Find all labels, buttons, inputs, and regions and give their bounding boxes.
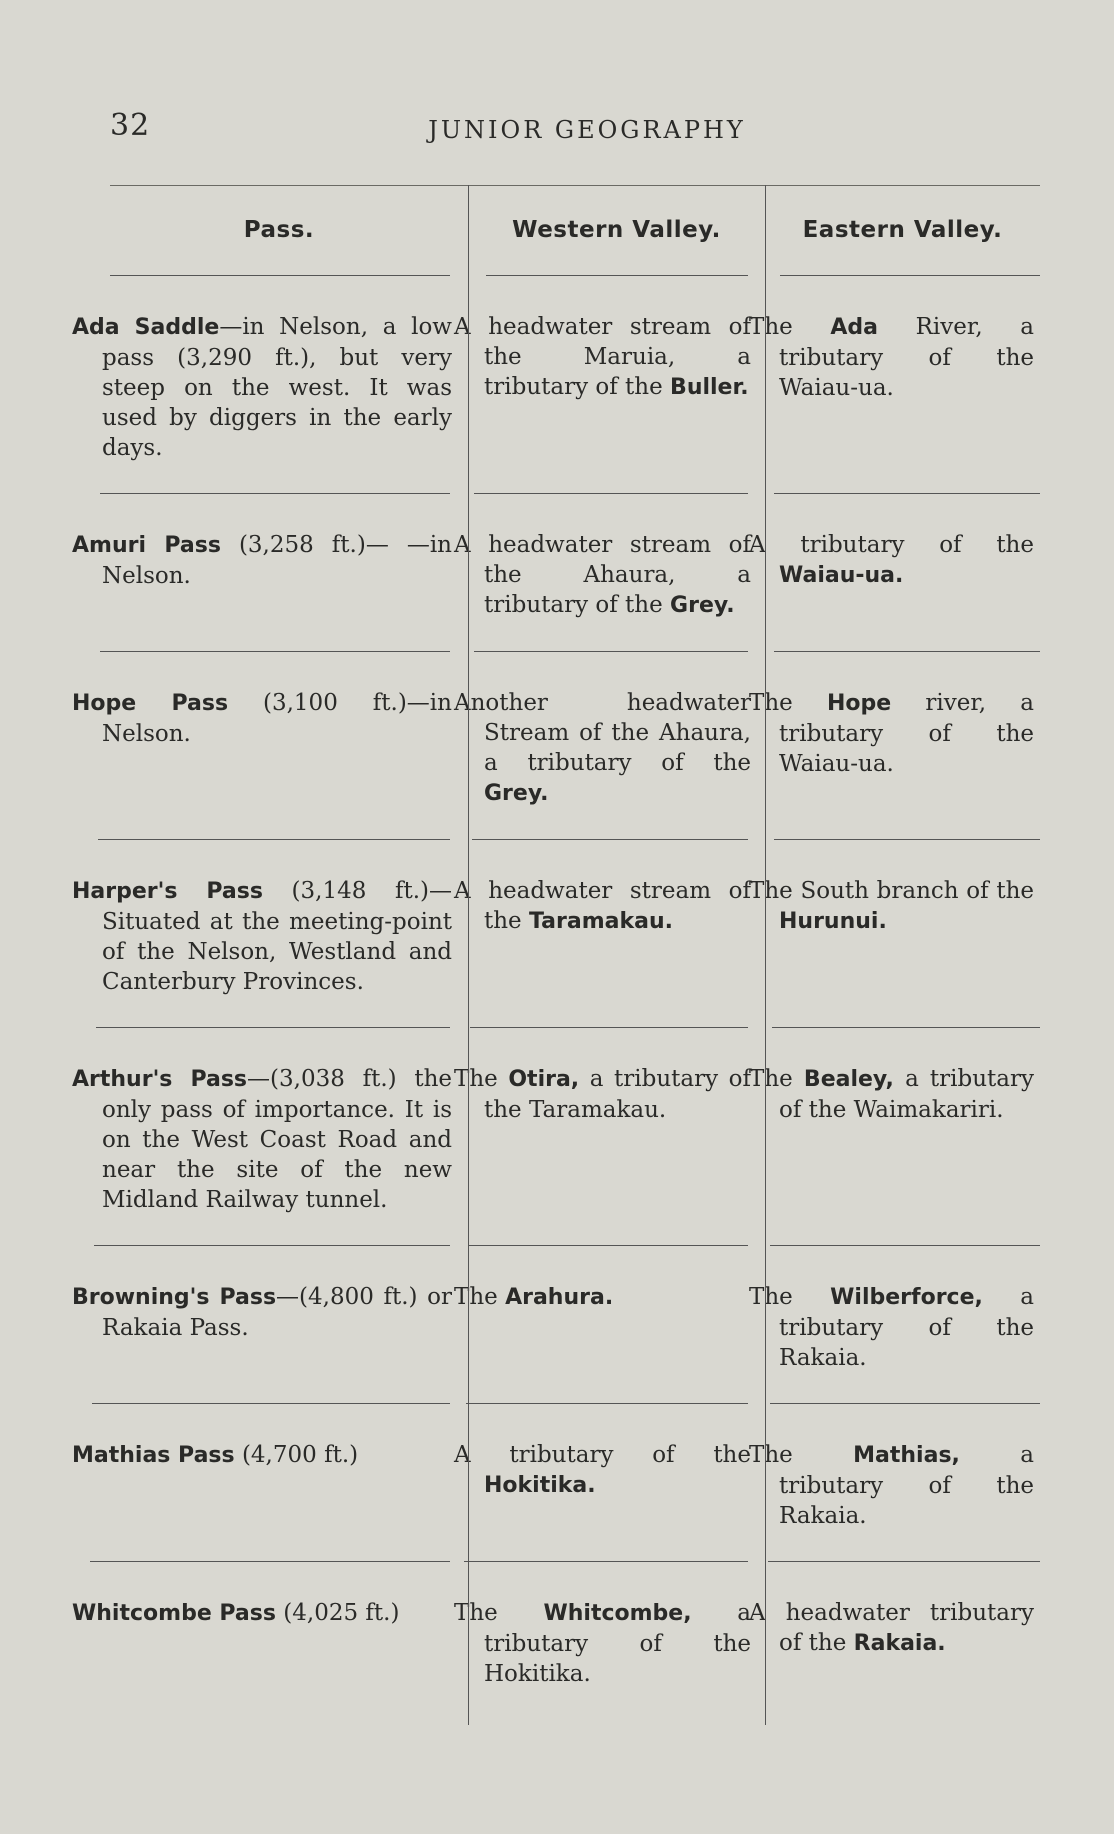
eastern-valley-cell	[749, 840, 1040, 1027]
column-header-pass: Pass.	[243, 217, 315, 243]
western-text: The	[454, 1600, 544, 1626]
table-row	[72, 1028, 1040, 1245]
passes-table	[72, 185, 1040, 1719]
pass-detail: (4,700 ft.)	[234, 1442, 359, 1468]
column-divider	[468, 185, 469, 1725]
table-row	[72, 840, 1040, 1027]
pass-detail: (3,100 ft.)—in Nelson.	[102, 690, 452, 747]
column-header-eastern-valley: Eastern Valley.	[802, 217, 1003, 243]
pass-detail: (4,025 ft.)	[275, 1600, 400, 1626]
pass-cell	[72, 1028, 468, 1245]
pass-cell	[72, 652, 468, 839]
eastern-river: Rakaia.	[853, 1631, 946, 1656]
western-valley-cell	[454, 1028, 765, 1245]
western-valley-cell	[454, 1562, 765, 1719]
pass-name: Ada Saddle	[72, 315, 220, 340]
pass-cell	[72, 1562, 468, 1719]
row-separator	[90, 1027, 1040, 1028]
pass-name: Harper's Pass	[72, 879, 263, 904]
pass-name: Arthur's Pass	[72, 1067, 248, 1092]
eastern-valley-cell	[749, 1404, 1040, 1561]
eastern-text-tail: a tributary of the Rakaia.	[779, 1284, 1034, 1371]
pass-detail: —(3,038 ft.) the only pass of importance. It is on the West Coast Road and near the site of the new Midland Railway tunnel.	[102, 1066, 452, 1213]
eastern-river: Wilberforce,	[830, 1285, 983, 1310]
eastern-text-tail: a tributary of the Rakaia.	[779, 1442, 1034, 1529]
eastern-text: The	[749, 314, 831, 340]
pass-name: Mathias Pass	[72, 1443, 235, 1468]
eastern-text-tail: River, a tributary of the Waiau-ua.	[779, 314, 1034, 401]
row-separator	[90, 1403, 1040, 1404]
row-separator	[90, 493, 1040, 494]
pass-name: Amuri Pass	[72, 533, 221, 558]
pass-detail: (3,148 ft.)— Situated at the meeting-point of the Nelson, Westland and Canterbury Provinces.	[102, 878, 452, 995]
western-text: The	[454, 1284, 506, 1310]
eastern-valley-cell	[749, 1246, 1040, 1403]
eastern-valley-cell	[749, 1562, 1040, 1719]
eastern-river: Bealey,	[803, 1067, 894, 1092]
page-number: 32	[110, 108, 151, 143]
eastern-text: The	[749, 690, 827, 716]
western-text: The	[454, 1066, 509, 1092]
table-row	[72, 276, 1040, 493]
running-title: JUNIOR GEOGRAPHY	[428, 116, 746, 144]
eastern-river: Waiau-ua.	[779, 563, 904, 588]
western-valley-cell	[454, 276, 765, 493]
western-valley-cell	[454, 1246, 765, 1403]
pass-cell	[72, 1246, 468, 1403]
pass-name: Whitcombe Pass	[72, 1601, 276, 1626]
western-river: Grey.	[484, 781, 549, 806]
pass-detail: (3,258 ft.)— —in Nelson.	[102, 532, 452, 589]
western-text: A headwater stream of the Ahaura, a tributary of the	[454, 532, 751, 618]
western-text: A tributary of the	[454, 1442, 751, 1468]
row-separator	[90, 275, 1040, 276]
western-text: A headwater stream of the Maruia, a tributary of the	[454, 314, 751, 400]
table-row	[72, 1246, 1040, 1403]
western-text-tail: a tributary of the Taramakau.	[484, 1066, 752, 1123]
eastern-text-tail: river, a tributary of the Waiau-ua.	[779, 690, 1035, 777]
eastern-valley-cell	[749, 652, 1040, 839]
column-header-western-valley: Western Valley.	[512, 217, 721, 243]
pass-cell	[72, 276, 468, 493]
pass-cell	[72, 1404, 468, 1561]
western-valley-cell	[454, 494, 765, 651]
western-text-tail: a tributary of the Hokitika.	[484, 1600, 751, 1687]
pass-name: Browning's Pass	[72, 1285, 277, 1310]
western-river: Buller.	[670, 375, 749, 400]
pass-cell	[72, 840, 468, 1027]
eastern-text: The	[749, 1284, 831, 1310]
pass-name: Hope Pass	[72, 691, 229, 716]
eastern-text-tail: a tributary of the Waimakariri.	[779, 1066, 1034, 1123]
table-row	[72, 1562, 1040, 1719]
eastern-valley-cell	[749, 1028, 1040, 1245]
eastern-valley-cell	[749, 276, 1040, 493]
eastern-text: A headwater tributary of the	[749, 1600, 1034, 1656]
western-text: A headwater stream of the	[454, 878, 751, 934]
western-valley-cell	[454, 840, 765, 1027]
eastern-river: Hurunui.	[779, 909, 887, 934]
eastern-river: Hope	[826, 691, 892, 716]
table-header	[90, 185, 1040, 275]
row-separator	[90, 651, 1040, 652]
table-row	[72, 652, 1040, 839]
western-text: Another headwater Stream of the Ahaura, a tributary of the	[454, 690, 751, 776]
eastern-text: The	[749, 1442, 854, 1468]
pass-detail: —(4,800 ft.) or Rakaia Pass.	[102, 1284, 452, 1341]
western-valley-cell	[454, 1404, 765, 1561]
eastern-valley-cell	[749, 494, 1040, 651]
western-river: Whitcombe,	[543, 1601, 692, 1626]
western-river: Taramakau.	[528, 909, 673, 934]
table-top-rule	[110, 185, 1040, 186]
western-river: Grey.	[670, 593, 735, 618]
eastern-river: Mathias,	[853, 1443, 960, 1468]
western-river: Hokitika.	[484, 1473, 596, 1498]
table-row	[72, 1404, 1040, 1561]
western-valley-cell	[454, 652, 765, 839]
eastern-river: Ada	[830, 315, 878, 340]
eastern-text: The	[749, 1066, 804, 1092]
western-river: Arahura.	[505, 1285, 614, 1310]
row-separator	[90, 839, 1040, 840]
eastern-text: The South branch of the	[749, 878, 1034, 904]
pass-cell	[72, 494, 468, 651]
pass-detail: —in Nelson, a low pass (3,290 ft.), but very steep on the west. It was used by diggers in the early days.	[102, 314, 452, 461]
western-river: Otira,	[508, 1067, 580, 1092]
eastern-text: A tributary of the	[749, 532, 1034, 558]
row-separator	[90, 1561, 1040, 1562]
column-divider	[765, 185, 766, 1725]
table-row	[72, 494, 1040, 651]
row-separator	[90, 1245, 1040, 1246]
